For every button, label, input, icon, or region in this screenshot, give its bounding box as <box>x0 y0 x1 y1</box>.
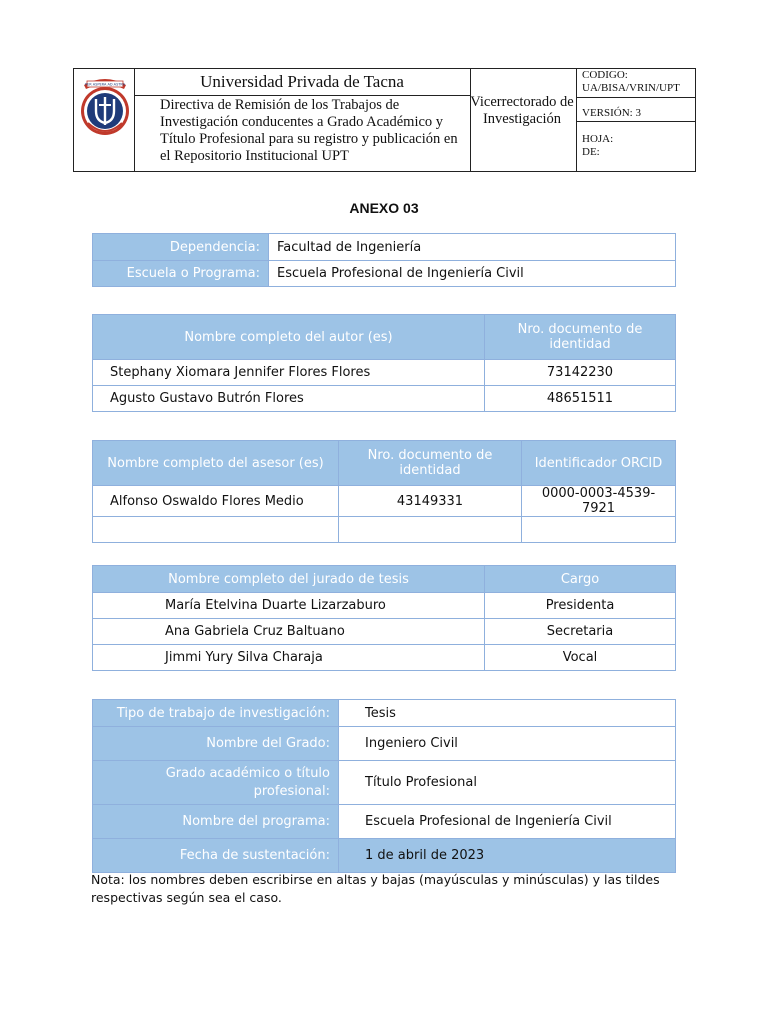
empty-cell <box>522 517 676 543</box>
jurado-cargo-header: Cargo <box>485 566 676 593</box>
asesor-name: Alfonso Oswaldo Flores Medio <box>93 486 339 517</box>
logo-banner-text: PER ASPERA AD ASTRA <box>84 82 126 87</box>
grado-label: Nombre del Grado: <box>93 727 339 761</box>
university-crest-icon <box>78 73 132 167</box>
jurado-cargo: Presidenta <box>485 593 676 619</box>
autor-name: Stephany Xiomara Jennifer Flores Flores <box>93 360 485 386</box>
document-header <box>73 68 696 172</box>
fecha-value: 1 de abril de 2023 <box>339 839 676 873</box>
autor-name: Agusto Gustavo Butrón Flores <box>93 386 485 412</box>
grado-value: Ingeniero Civil <box>339 727 676 761</box>
autores-table <box>92 314 676 412</box>
hoja-label: HOJA: <box>582 133 614 145</box>
directive-title: Directiva de Remisión de los Trabajos de Investigación conducentes a Grado Académico y Título Profesional para su registro y publicación en el Repositorio Institucional UPT <box>160 97 458 164</box>
asesor-doc-header: Nro. documento de identidad <box>339 441 522 486</box>
escuela-label: Escuela o Programa: <box>93 261 269 287</box>
autor-name-header: Nombre completo del autor (es) <box>93 315 485 360</box>
jurado-name-header: Nombre completo del jurado de tesis <box>93 566 485 593</box>
table-row <box>93 360 676 386</box>
asesor-orcid-header: Identificador ORCID <box>522 441 676 486</box>
code-block <box>582 69 697 95</box>
university-logo <box>78 73 132 167</box>
fecha-label: Fecha de sustentación: <box>93 839 339 873</box>
programa-label: Nombre del programa: <box>93 805 339 839</box>
empty-cell <box>93 517 339 543</box>
asesor-doc: 43149331 <box>339 486 522 517</box>
tipo-value: Tesis <box>339 700 676 727</box>
autor-doc-header: Nro. documento de identidad <box>485 315 676 360</box>
trabajo-table <box>92 699 676 873</box>
page-block <box>582 133 613 159</box>
tipo-label: Tipo de trabajo de investigación: <box>93 700 339 727</box>
office-name: Vicerrectorado de Investigación <box>470 94 574 127</box>
table-row <box>93 593 676 619</box>
jurado-cargo: Secretaria <box>485 619 676 645</box>
titulo-label: Grado académico o título profesional: <box>93 761 339 805</box>
table-row <box>93 386 676 412</box>
de-label: DE: <box>582 146 600 158</box>
footnote: Nota: los nombres deben escribirse en altas y bajas (mayúsculas y minúsculas) y las tildes respectivas según sea el caso. <box>91 872 660 905</box>
empty-cell <box>339 517 522 543</box>
code-label: CODIGO: <box>582 69 628 81</box>
dependencia-value: Facultad de Ingeniería <box>269 234 676 261</box>
code-value: UA/BISA/VRIN/UPT <box>582 82 680 94</box>
table-row <box>93 645 676 671</box>
university-name: Universidad Privada de Tacna <box>200 72 404 91</box>
table-row-empty <box>93 517 676 543</box>
titulo-value: Título Profesional <box>339 761 676 805</box>
autor-doc: 73142230 <box>485 360 676 386</box>
jurado-table <box>92 565 676 671</box>
page-title: ANEXO 03 <box>349 200 419 216</box>
dependencia-table <box>92 233 676 287</box>
table-row <box>93 619 676 645</box>
jurado-cargo: Vocal <box>485 645 676 671</box>
jurado-name: Jimmi Yury Silva Charaja <box>93 645 485 671</box>
version-label: VERSIÓN: 3 <box>582 107 641 119</box>
table-row <box>93 486 676 517</box>
jurado-name: Ana Gabriela Cruz Baltuano <box>93 619 485 645</box>
dependencia-label: Dependencia: <box>93 234 269 261</box>
jurado-name: María Etelvina Duarte Lizarzaburo <box>93 593 485 619</box>
programa-value: Escuela Profesional de Ingeniería Civil <box>339 805 676 839</box>
asesor-name-header: Nombre completo del asesor (es) <box>93 441 339 486</box>
asesor-orcid: 0000-0003-4539-7921 <box>522 486 676 517</box>
escuela-value: Escuela Profesional de Ingeniería Civil <box>269 261 676 287</box>
autor-doc: 48651511 <box>485 386 676 412</box>
asesores-table <box>92 440 676 543</box>
